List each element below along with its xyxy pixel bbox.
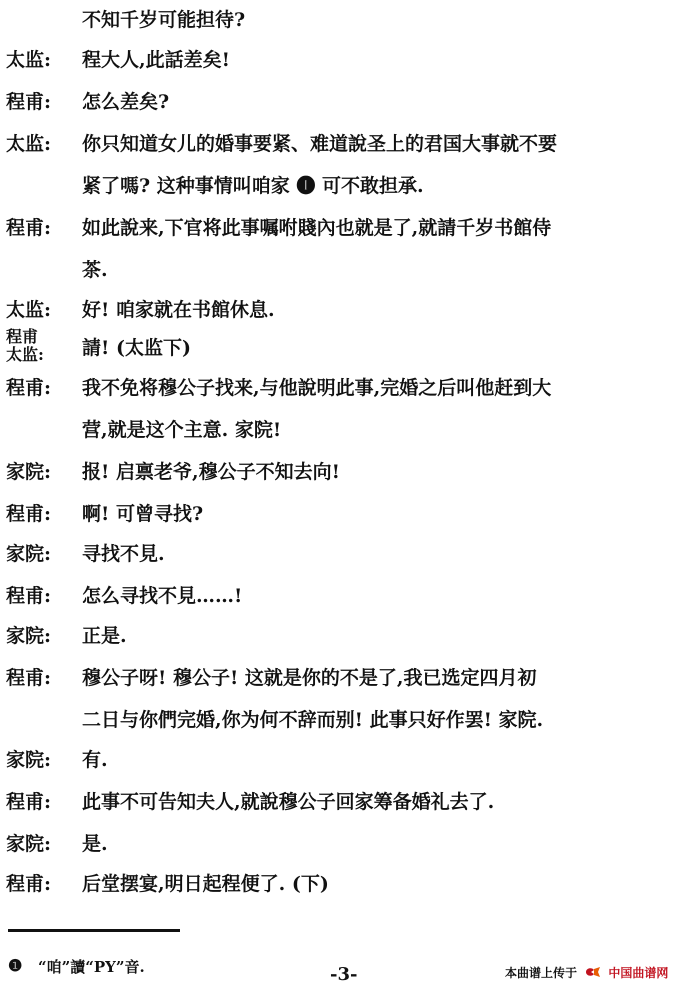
- script-line: [0, 454, 700, 490]
- dialogue-text: 正是.: [82, 625, 127, 647]
- speaker-label: 太监:: [6, 299, 52, 321]
- footnote-marker: ❶: [8, 956, 23, 975]
- dialogue-text: 程大人,此話差矣!: [82, 49, 230, 71]
- script-line: [0, 252, 700, 288]
- script-line: [0, 618, 700, 654]
- page-number: -3-: [330, 964, 358, 985]
- dialogue-text: 是.: [82, 833, 108, 855]
- dialogue-text: 怎么寻找不見……!: [82, 585, 243, 607]
- dialogue-text: 好! 咱家就在书館休息.: [82, 299, 275, 321]
- script-line: [0, 168, 700, 204]
- dialogue-text: 你只知道女儿的婚事要紧、难道說圣上的君国大事就不要: [82, 133, 558, 155]
- speaker-label: 程甫:: [6, 503, 52, 525]
- speaker-label: 程甫:: [6, 91, 52, 113]
- script-line: [0, 84, 700, 120]
- speaker-label: 程甫:: [6, 585, 52, 607]
- dialogue-text: 不知千岁可能担待?: [82, 9, 246, 31]
- script-line: [0, 578, 700, 614]
- dialogue-text: 我不免将穆公子找来,与他說明此事,完婚之后叫他赶到大: [82, 377, 552, 399]
- script-line: [0, 660, 700, 696]
- dialogue-text: 茶.: [82, 259, 108, 281]
- dialogue-text: 二日与你們完婚,你为何不辞而别! 此事只好作罢! 家院.: [82, 709, 544, 731]
- dialogue-text: 啊! 可曾寻找?: [82, 503, 204, 525]
- speaker-label: 家院:: [6, 833, 52, 855]
- script-line: [0, 2, 700, 38]
- script-line: [0, 826, 700, 862]
- script-line: [0, 412, 700, 448]
- script-line: [0, 42, 700, 78]
- dialogue-text: 报! 启禀老爷,穆公子不知去向!: [82, 461, 340, 483]
- site-logo-icon: [585, 966, 601, 978]
- speaker-label-second: 太监:: [6, 345, 44, 364]
- speaker-pair-label: [6, 328, 76, 364]
- upload-credit: [505, 964, 668, 981]
- script-line: [0, 496, 700, 532]
- credit-prefix: 本曲谱上传于: [505, 966, 578, 980]
- script-line: [0, 327, 700, 366]
- footnote-text: “咱”讀“PY”音.: [38, 958, 145, 976]
- credit-site-name: 中国曲谱网: [608, 966, 669, 980]
- script-line: [0, 702, 700, 738]
- dialogue-text: 怎么差矣?: [82, 91, 170, 113]
- script-line: [0, 370, 700, 406]
- speaker-label: 程甫:: [6, 217, 52, 239]
- dialogue-text: 有.: [82, 749, 108, 771]
- script-line: [0, 536, 700, 572]
- speaker-label: 家院:: [6, 749, 52, 771]
- speaker-label: 家院:: [6, 543, 52, 565]
- dialogue-text: 此事不可告知夫人,就說穆公子回家筹备婚礼去了.: [82, 791, 495, 813]
- speaker-label: 程甫:: [6, 791, 52, 813]
- script-line: [0, 210, 700, 246]
- speaker-label: 程甫:: [6, 667, 52, 689]
- dialogue-text: 穆公子呀! 穆公子! 这就是你的不是了,我已选定四月初: [82, 667, 537, 689]
- script-line: [0, 126, 700, 162]
- script-line: [0, 742, 700, 778]
- speaker-label: 家院:: [6, 625, 52, 647]
- dialogue-text: 如此說来,下官将此事嘱咐賤內也就是了,就請千岁书館侍: [82, 217, 552, 239]
- speaker-label: 程甫:: [6, 873, 52, 895]
- speaker-label-first: 程甫: [6, 327, 39, 346]
- footnote-divider: [8, 929, 180, 932]
- speaker-label: 太监:: [6, 49, 52, 71]
- speaker-label: 家院:: [6, 461, 52, 483]
- script-line: [0, 784, 700, 820]
- dialogue-text: 营,就是这个主意. 家院!: [82, 419, 282, 441]
- script-line: [0, 866, 700, 902]
- speaker-label: 程甫:: [6, 377, 52, 399]
- dialogue-text: 后堂摆宴,明日起程便了. (下): [82, 873, 329, 895]
- dialogue-text: 請! (太监下): [82, 337, 191, 359]
- script-line: [0, 292, 700, 328]
- dialogue-text: 寻找不見.: [82, 543, 165, 565]
- speaker-label: 太监:: [6, 133, 52, 155]
- dialogue-text: 紧了嗎? 这种事情叫咱家 ❶ 可不敢担承.: [82, 175, 424, 197]
